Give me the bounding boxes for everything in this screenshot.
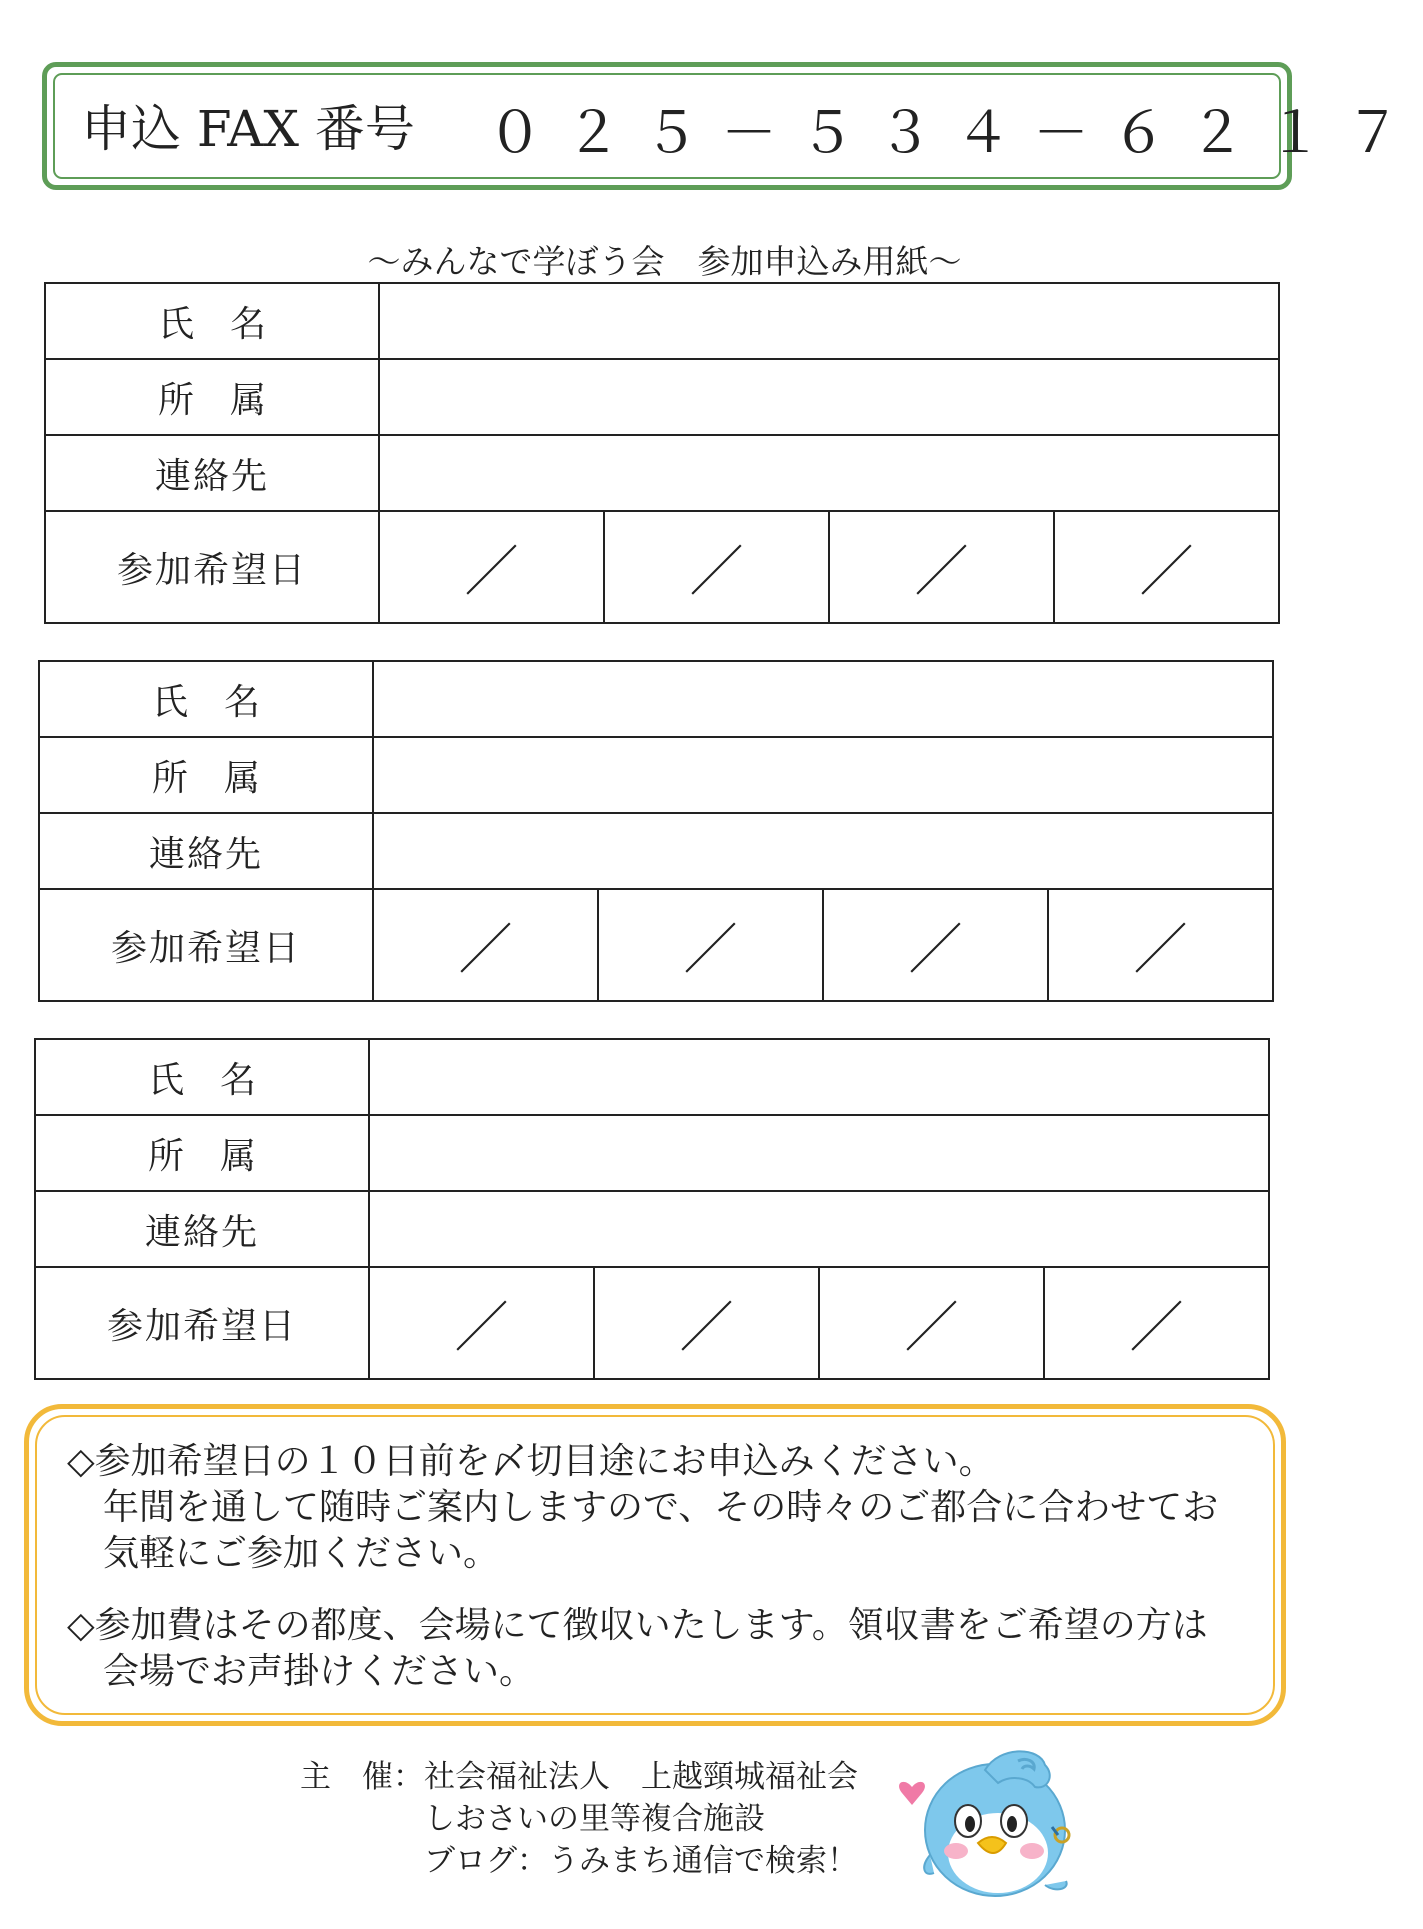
notice-line-4: ◇参加費はその都度、会場にて徴収いたします。領収書をご希望の方は: [67, 1605, 1208, 1646]
notice-line-2: 年間を通して随時ご案内しますので、その時々のご都合に合わせてお: [67, 1487, 1219, 1528]
name-field[interactable]: [373, 661, 1273, 737]
affiliation-field[interactable]: [369, 1115, 1269, 1191]
date-field-2[interactable]: ／: [604, 511, 829, 623]
name-label: 氏名: [35, 1039, 369, 1115]
contact-field[interactable]: [373, 813, 1273, 889]
organizer-line-1: 主 催：社会福祉法人 上越頸城福祉会: [300, 1759, 858, 1795]
affiliation-label: 所属: [45, 359, 379, 435]
fax-number: ０２５－５３４－６２１７: [487, 101, 1423, 166]
contact-label: 連絡先: [35, 1191, 369, 1267]
name-label: 氏名: [45, 283, 379, 359]
registration-table-3: [34, 1038, 1270, 1380]
date-field-1[interactable]: ／: [373, 889, 598, 1001]
date-field-2[interactable]: ／: [598, 889, 823, 1001]
date-field-3[interactable]: ／: [829, 511, 1054, 623]
date-field-4[interactable]: ／: [1054, 511, 1279, 623]
preferred-dates-label: 参加希望日: [45, 511, 379, 623]
notice-line-5: 会場でお声掛けください。: [67, 1651, 536, 1692]
contact-label: 連絡先: [39, 813, 373, 889]
affiliation-label: 所属: [35, 1115, 369, 1191]
preferred-dates-label: 参加希望日: [39, 889, 373, 1001]
form-title: ～みんなで学ぼう会 参加申込み用紙～: [367, 242, 962, 281]
affiliation-field[interactable]: [379, 359, 1279, 435]
name-field[interactable]: [369, 1039, 1269, 1115]
organizer-line-2: しおさいの里等複合施設: [300, 1801, 765, 1837]
penguin-mascot-icon: [890, 1735, 1090, 1905]
date-field-4[interactable]: ／: [1044, 1267, 1269, 1379]
notice-box: [24, 1404, 1286, 1726]
date-field-1[interactable]: ／: [369, 1267, 594, 1379]
organizer-info: [300, 1756, 858, 1882]
date-field-4[interactable]: ／: [1048, 889, 1273, 1001]
date-field-3[interactable]: ／: [823, 889, 1048, 1001]
notice-line-1: ◇参加希望日の１０日前を〆切目途にお申込みください。: [67, 1441, 995, 1482]
name-label: 氏名: [39, 661, 373, 737]
heart-icon: [899, 1782, 925, 1805]
date-field-3[interactable]: ／: [819, 1267, 1044, 1379]
contact-field[interactable]: [369, 1191, 1269, 1267]
notice-line-3: 気軽にご参加ください。: [67, 1533, 500, 1574]
contact-field[interactable]: [379, 435, 1279, 511]
affiliation-label: 所属: [39, 737, 373, 813]
fax-label: 申込 FAX 番号: [81, 100, 415, 158]
fax-number-box: [42, 62, 1423, 190]
contact-label: 連絡先: [45, 435, 379, 511]
organizer-line-3: ブログ：うみまち通信で検索！: [300, 1843, 858, 1879]
registration-table-2: [38, 660, 1274, 1002]
preferred-dates-label: 参加希望日: [35, 1267, 369, 1379]
registration-table-1: [44, 282, 1280, 624]
name-field[interactable]: [379, 283, 1279, 359]
date-field-2[interactable]: ／: [594, 1267, 819, 1379]
date-field-1[interactable]: ／: [379, 511, 604, 623]
affiliation-field[interactable]: [373, 737, 1273, 813]
